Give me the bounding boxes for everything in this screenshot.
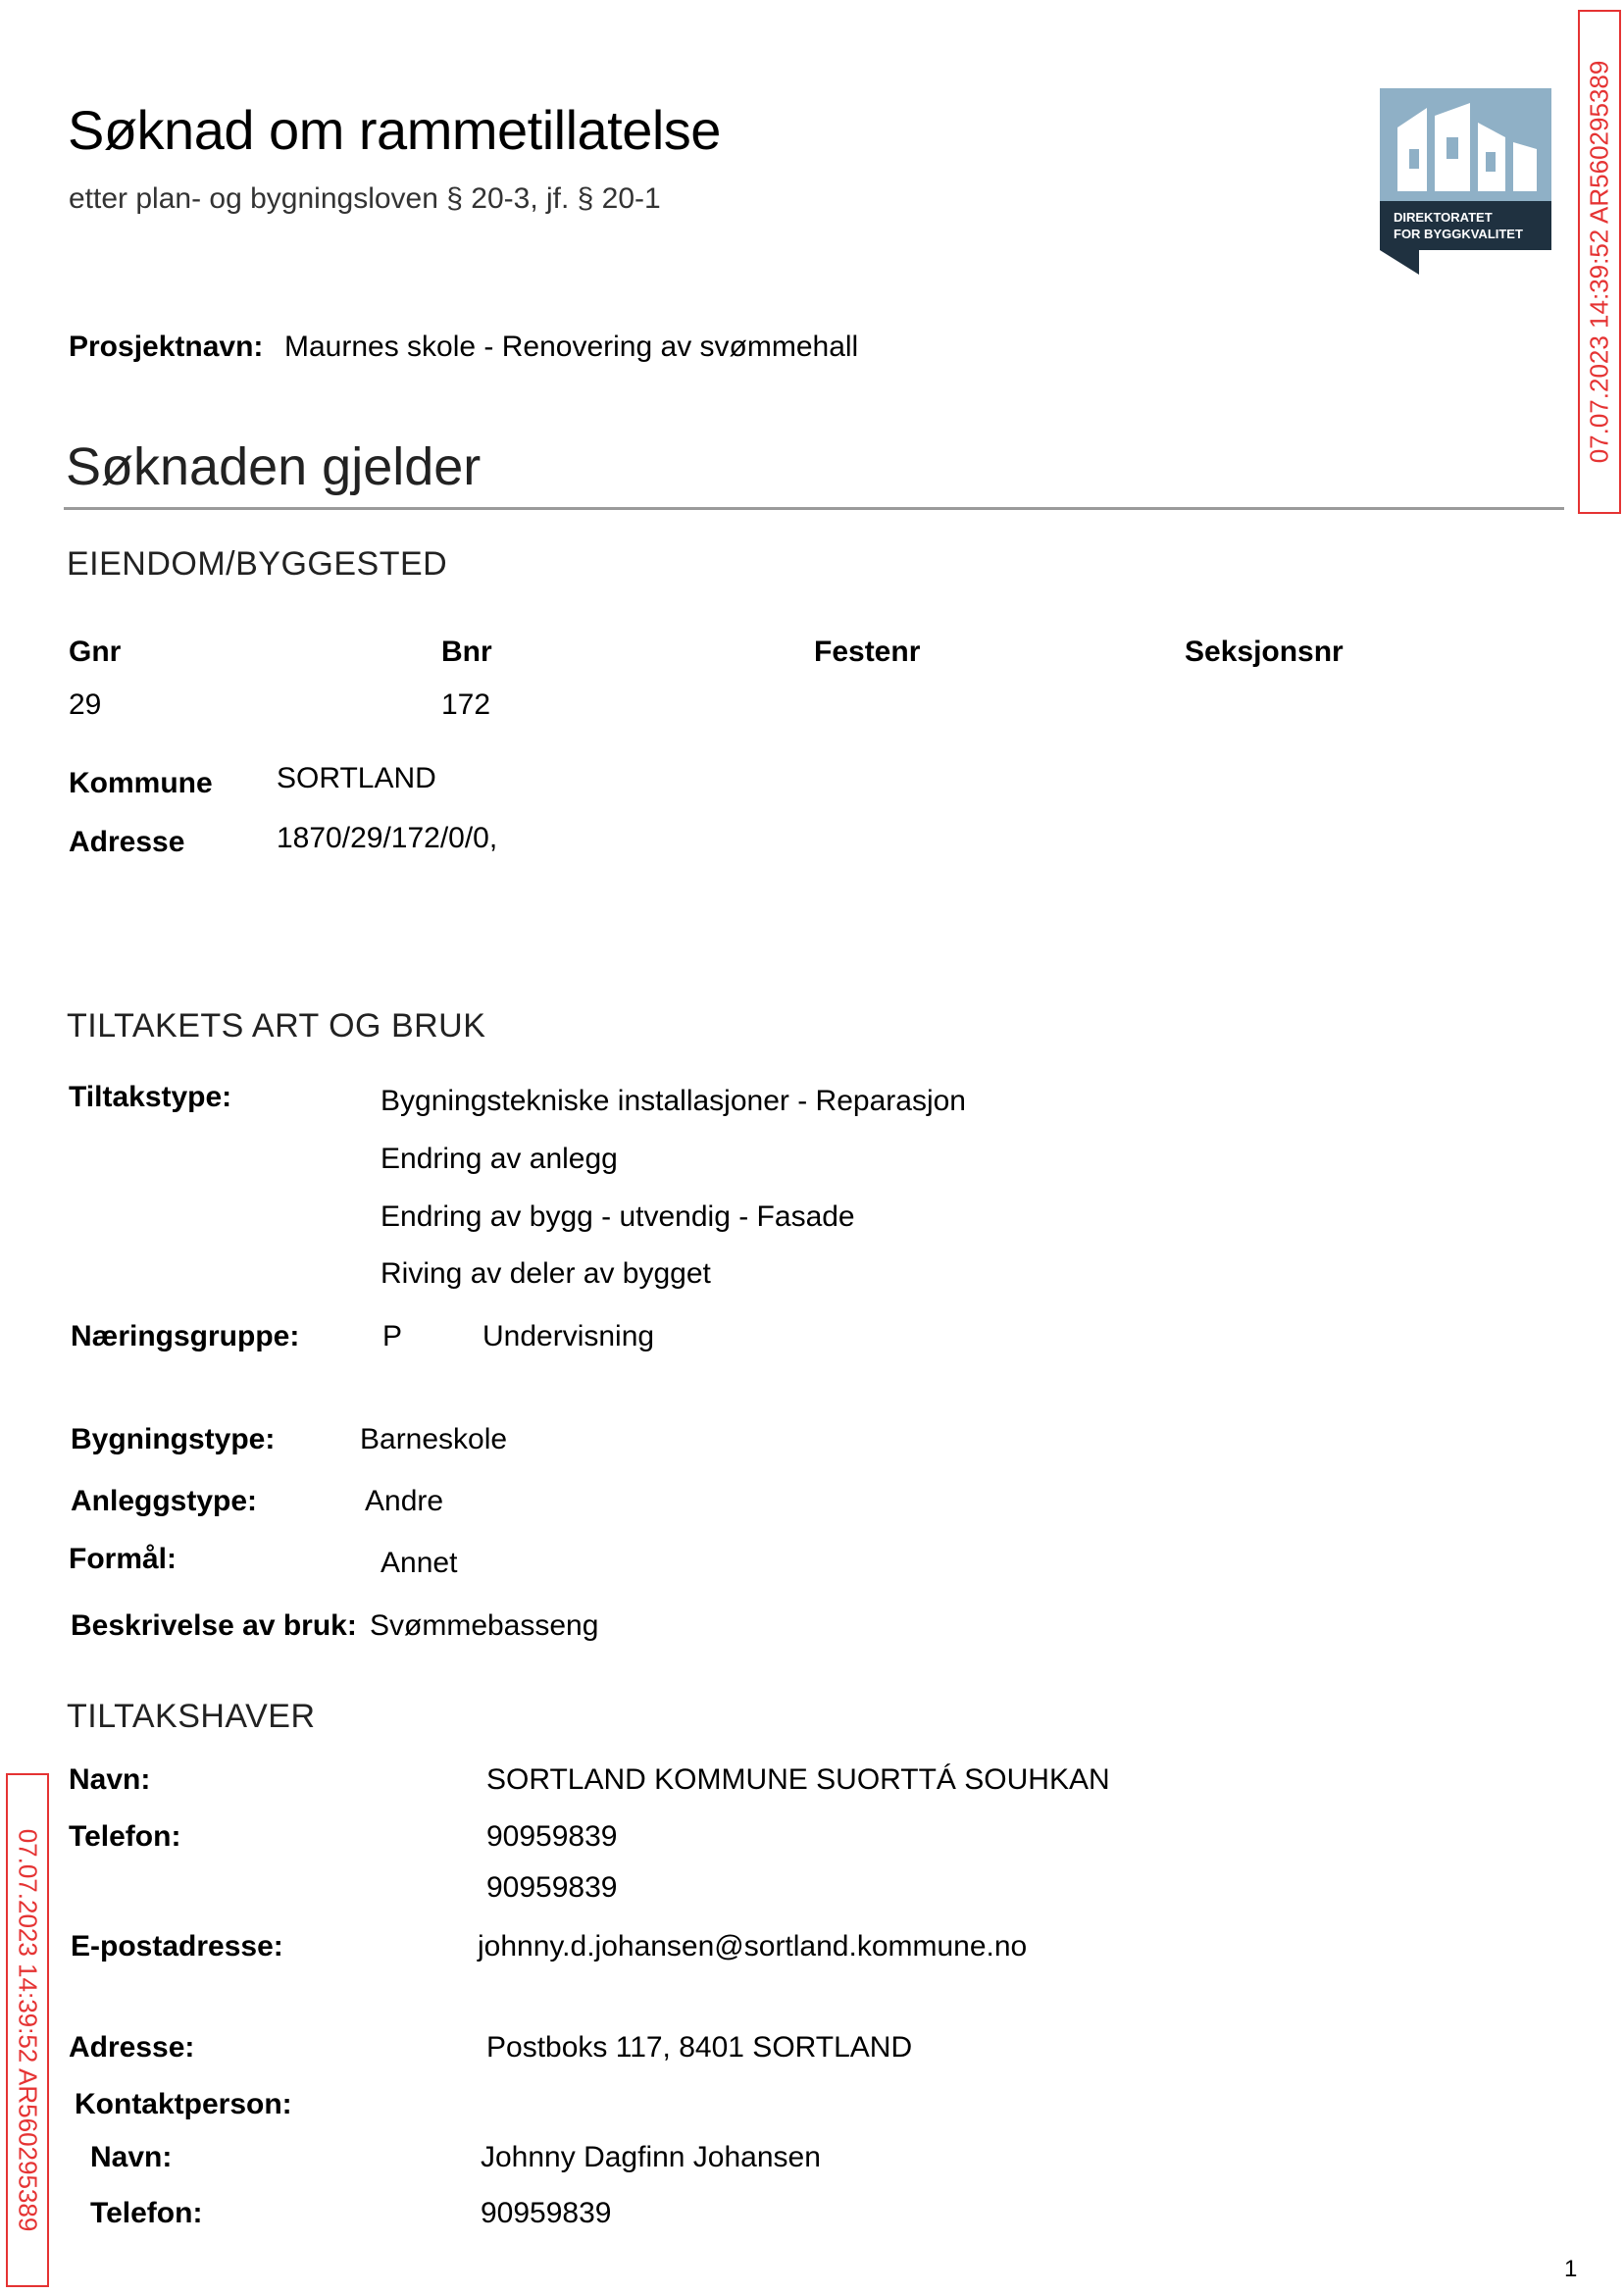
col-header-bnr: Bnr (441, 636, 492, 668)
date-stamp-top (1578, 10, 1621, 514)
formaal-label: Formål: (69, 1543, 178, 1575)
tiltakstype-item: Bygningstekniske installasjoner - Reparasjon (381, 1085, 966, 1117)
naeringsgruppe-value: Undervisning (482, 1320, 655, 1352)
tiltakstype-item: Endring av anlegg (381, 1143, 618, 1175)
tiltakstype-item: Riving av deler av bygget (381, 1257, 711, 1290)
beskrivelse-label: Beskrivelse av bruk: (71, 1609, 357, 1642)
anleggstype-label: Anleggstype: (71, 1485, 258, 1517)
date-stamp-left (6, 1773, 49, 2287)
tiltakshaver-navn-label: Navn: (69, 1763, 151, 1796)
document-subtitle: etter plan- og bygningsloven § 20-3, jf. § 20-1 (69, 182, 661, 215)
tiltakshaver-epost-value: johnny.d.johansen@sortland.kommune.no (478, 1930, 1028, 1963)
tiltakshaver-telefon-label: Telefon: (69, 1820, 181, 1853)
anleggstype-value: Andre (365, 1485, 444, 1517)
logo-text-line1: DIREKTORATET (1394, 210, 1493, 225)
logo-text-line2: FOR BYGGKVALITET (1394, 227, 1523, 241)
section-heading: Søknaden gjelder (66, 437, 482, 496)
tiltakstype-item: Endring av bygg - utvendig - Fasade (381, 1200, 855, 1233)
col-header-festenr: Festenr (814, 636, 921, 668)
tiltakshaver-adresse-value: Postboks 117, 8401 SORTLAND (486, 2031, 913, 2064)
project-value: Maurnes skole - Renovering av svømmehall (284, 331, 859, 363)
kontaktperson-telefon-value: 90959839 (481, 2197, 612, 2229)
bygningstype-label: Bygningstype: (71, 1423, 276, 1455)
tiltakstype-label: Tiltakstype: (69, 1081, 232, 1113)
tiltakshaver-telefon-value: 90959839 (486, 1871, 618, 1904)
property-heading: EIENDOM/BYGGESTED (67, 545, 448, 583)
kontaktperson-navn-label: Navn: (90, 2141, 173, 2173)
adresse-value: 1870/29/172/0/0, (277, 822, 498, 854)
bygningstype-value: Barneskole (360, 1423, 508, 1455)
adresse-label: Adresse (69, 826, 185, 858)
col-header-seksjonsnr: Seksjonsnr (1185, 636, 1344, 668)
kontaktperson-label: Kontaktperson: (75, 2088, 292, 2120)
section-divider (64, 507, 1564, 510)
beskrivelse-value: Svømmebasseng (370, 1609, 599, 1642)
tiltakshaver-navn-value: SORTLAND KOMMUNE SUORTTÁ SOUHKAN (486, 1763, 1110, 1796)
page-number: 1 (1564, 2256, 1578, 2282)
date-stamp-text: 07.07.2023 14:39:52 AR560295389 (13, 1828, 43, 2232)
tiltakshaver-epost-label: E-postadresse: (71, 1930, 283, 1963)
kommune-label: Kommune (69, 767, 213, 799)
gnr-value: 29 (69, 688, 102, 721)
tiltakshaver-heading: TILTAKSHAVER (67, 1698, 316, 1735)
col-header-gnr: Gnr (69, 636, 122, 668)
formaal-value: Annet (381, 1547, 458, 1579)
dibk-logo (1380, 88, 1551, 275)
building-logo-icon (1380, 88, 1551, 275)
kontaktperson-navn-value: Johnny Dagfinn Johansen (481, 2141, 821, 2173)
document-title: Søknad om rammetillatelse (68, 99, 721, 161)
tiltakshaver-telefon-value: 90959839 (486, 1820, 618, 1853)
kommune-value: SORTLAND (277, 762, 436, 794)
tiltak-heading: TILTAKETS ART OG BRUK (67, 1007, 486, 1045)
date-stamp-text: 07.07.2023 14:39:52 AR560295389 (1584, 60, 1614, 464)
bnr-value: 172 (441, 688, 491, 721)
naeringsgruppe-label: Næringsgruppe: (71, 1320, 300, 1352)
naeringsgruppe-code: P (382, 1320, 403, 1352)
project-label: Prosjektnavn: (69, 331, 264, 363)
tiltakshaver-adresse-label: Adresse: (69, 2031, 195, 2064)
kontaktperson-telefon-label: Telefon: (90, 2197, 203, 2229)
